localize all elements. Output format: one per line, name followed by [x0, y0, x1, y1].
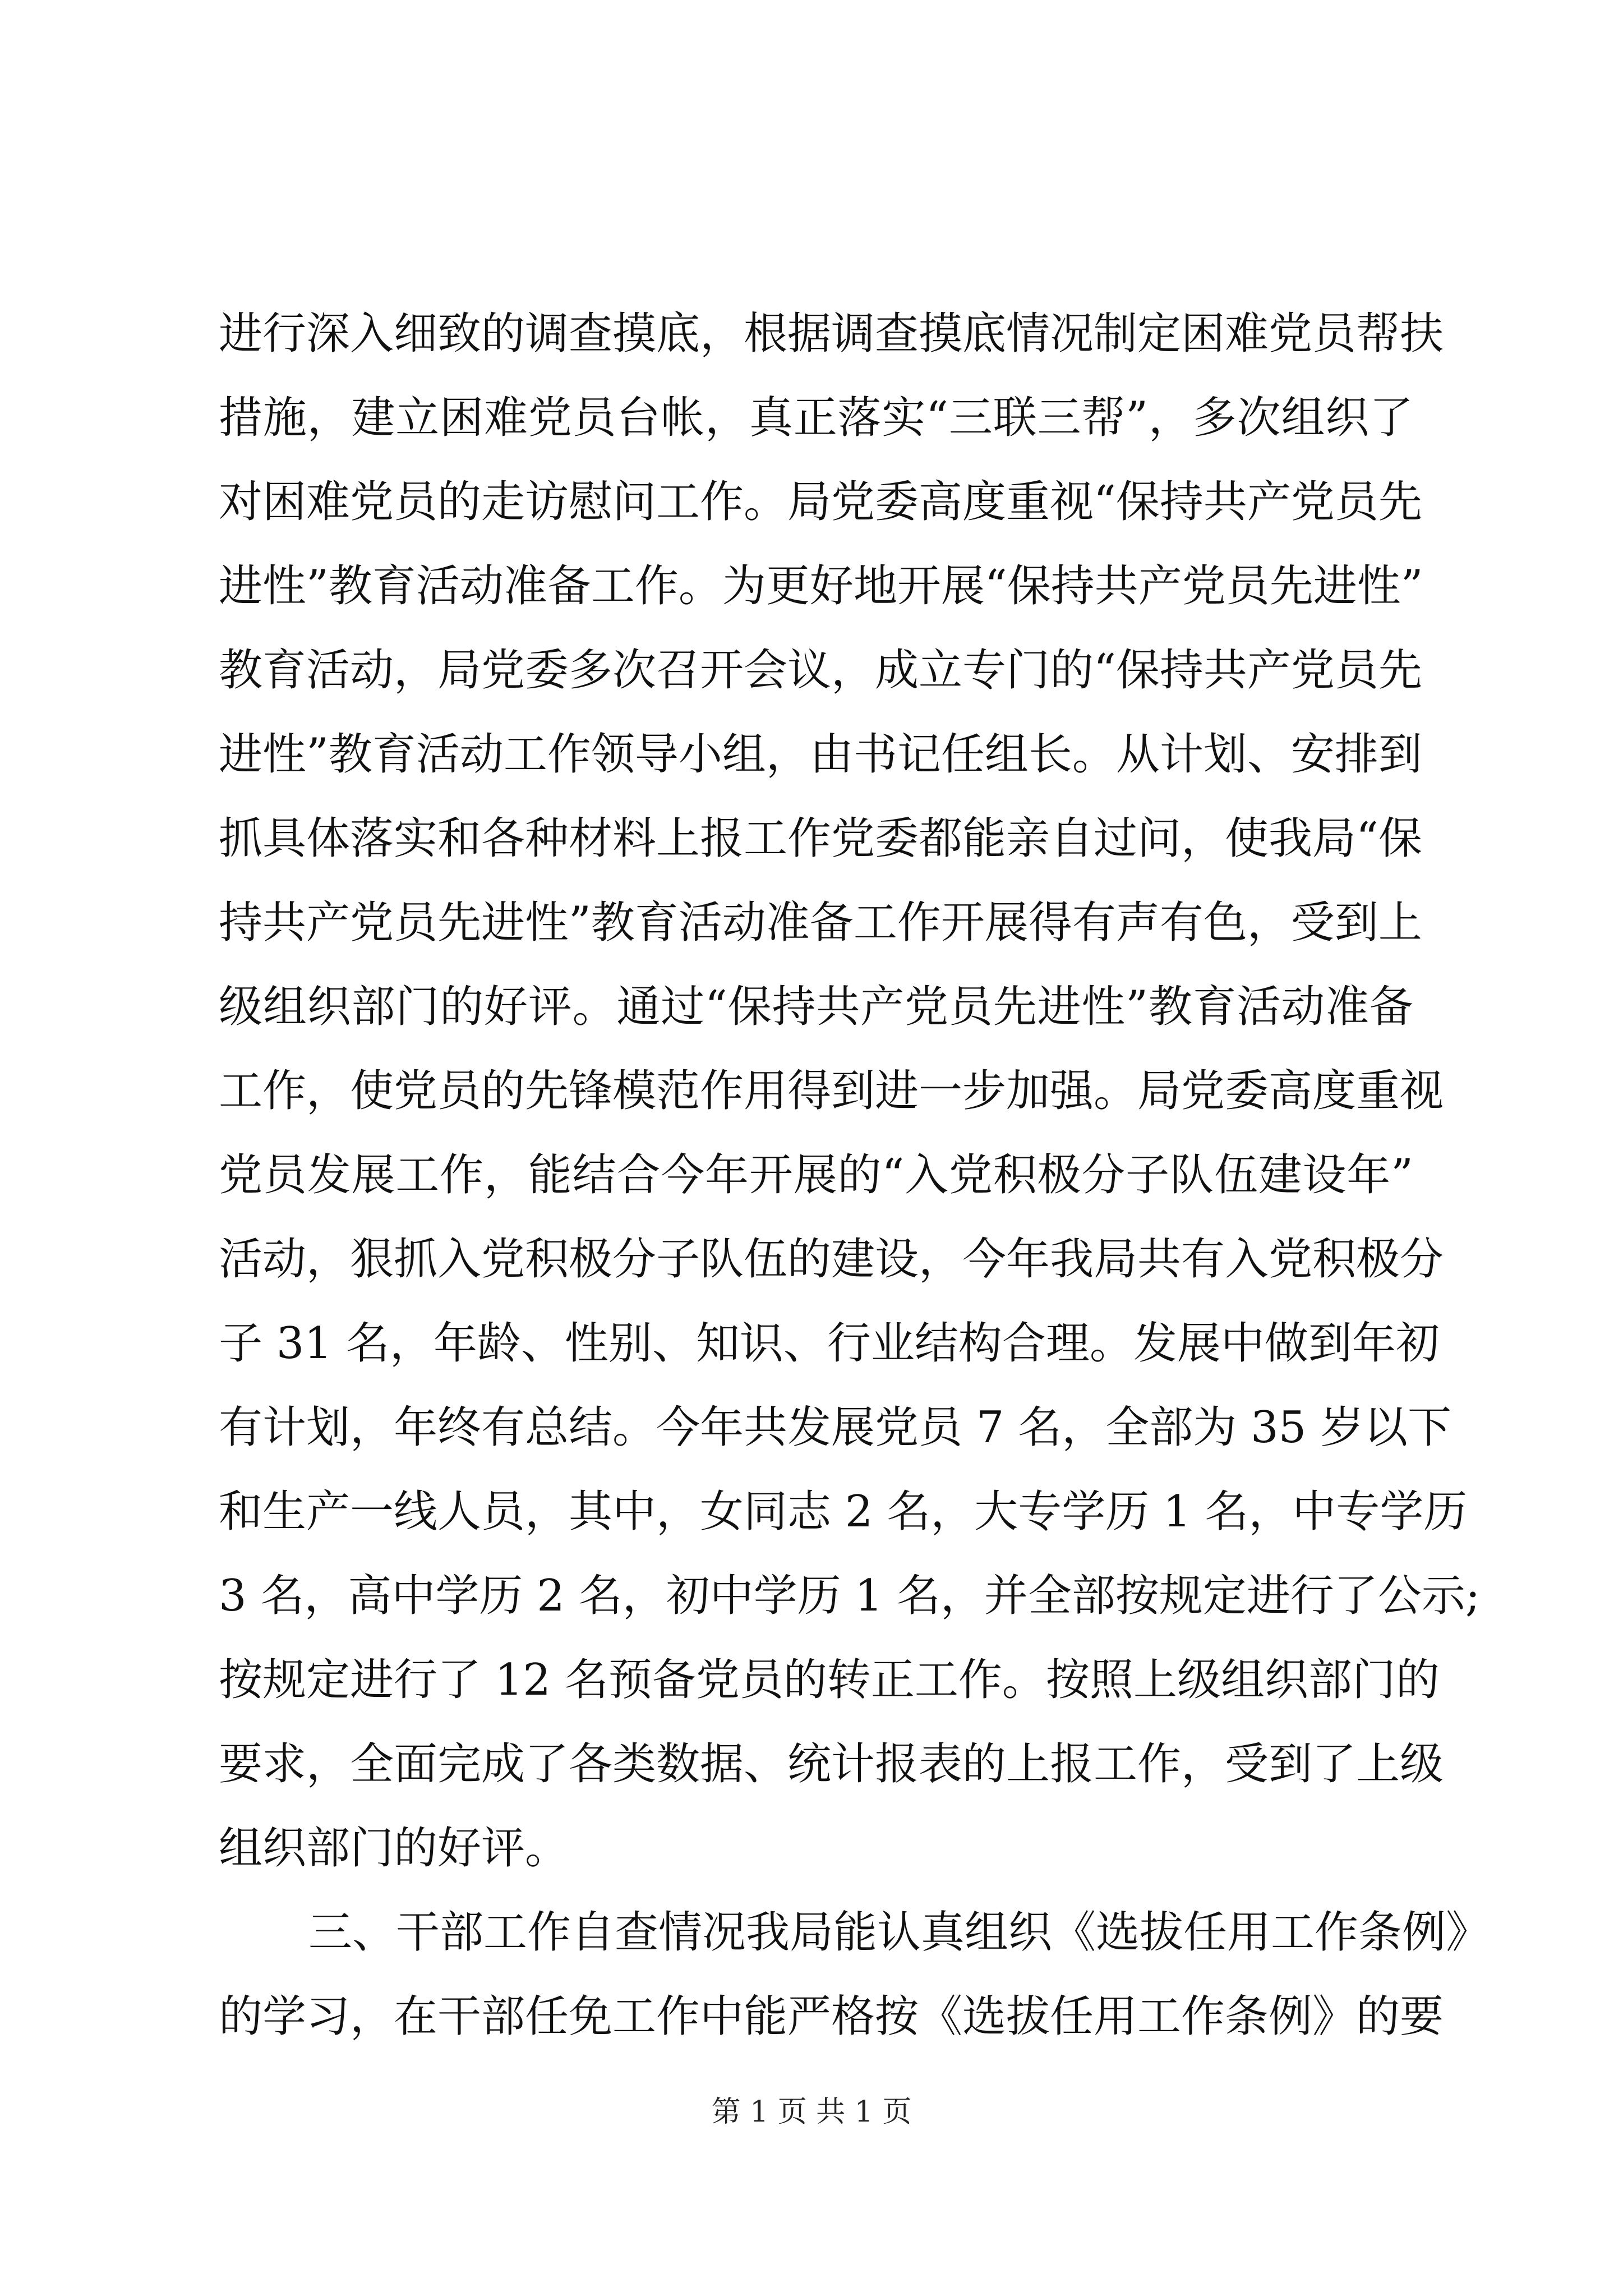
text-line: 级组织部门的好评。通过“保持共产党员先进性”教育活动准备 — [219, 982, 1413, 1032]
page-footer — [0, 2090, 1623, 2134]
text-line: 抓具体落实和各种材料上报工作党委都能亲自过问，使我局“保 — [219, 813, 1422, 864]
text-line: 按规定进行了 12 名预备党员的转正工作。按照上级组织部门的 — [219, 1655, 1440, 1705]
text-line: 要求，全面完成了各类数据、统计报表的上报工作，受到了上级 — [219, 1739, 1444, 1789]
text-line: 3 名，高中学历 2 名，初中学历 1 名，并全部按规定进行了公示; — [219, 1571, 1481, 1621]
text-line: 和生产一线人员，其中，女同志 2 名，大专学历 1 名，中专学历 — [219, 1487, 1468, 1537]
text-line: 持共产党员先进性”教育活动准备工作开展得有声有色，受到上 — [219, 898, 1422, 948]
section-heading-line: 三、干部工作自查情况我局能认真组织《选拔任用工作条例》 — [308, 1907, 1490, 1958]
text-line: 子 31 名，年龄、性别、知识、行业结构合理。发展中做到年初 — [219, 1318, 1440, 1369]
text-line: 党员发展工作，能结合今年开展的“入党积极分子队伍建设年” — [219, 1150, 1413, 1200]
text-line: 措施，建立困难党员台帐，真正落实“三联三帮”，多次组织了 — [219, 393, 1413, 443]
text-line: 教育活动，局党委多次召开会议，成立专门的“保持共产党员先 — [219, 645, 1422, 696]
text-line: 工作，使党员的先锋模范作用得到进一步加强。局党委高度重视 — [219, 1066, 1444, 1116]
text-line: 对困难党员的走访慰问工作。局党委高度重视“保持共产党员先 — [219, 477, 1422, 527]
page-number: 第 1 页 共 1 页 — [711, 2095, 912, 2129]
text-line: 的学习，在干部任免工作中能严格按《选拔任用工作条例》的要 — [219, 1991, 1444, 2042]
text-line: 有计划，年终有总结。今年共发展党员 7 名，全部为 35 岁以下 — [219, 1402, 1452, 1453]
body-text — [219, 292, 1490, 2059]
text-line: 进性”教育活动准备工作。为更好地开展“保持共产党员先进性” — [219, 561, 1423, 611]
text-line: 进性”教育活动工作领导小组，由书记任组长。从计划、安排到 — [219, 729, 1422, 780]
text-line: 进行深入细致的调查摸底，根据调查摸底情况制定困难党员帮扶 — [219, 309, 1444, 359]
text-line: 组织部门的好评。 — [219, 1823, 569, 1874]
text-line: 活动，狠抓入党积极分子队伍的建设，今年我局共有入党积极分 — [219, 1234, 1444, 1285]
